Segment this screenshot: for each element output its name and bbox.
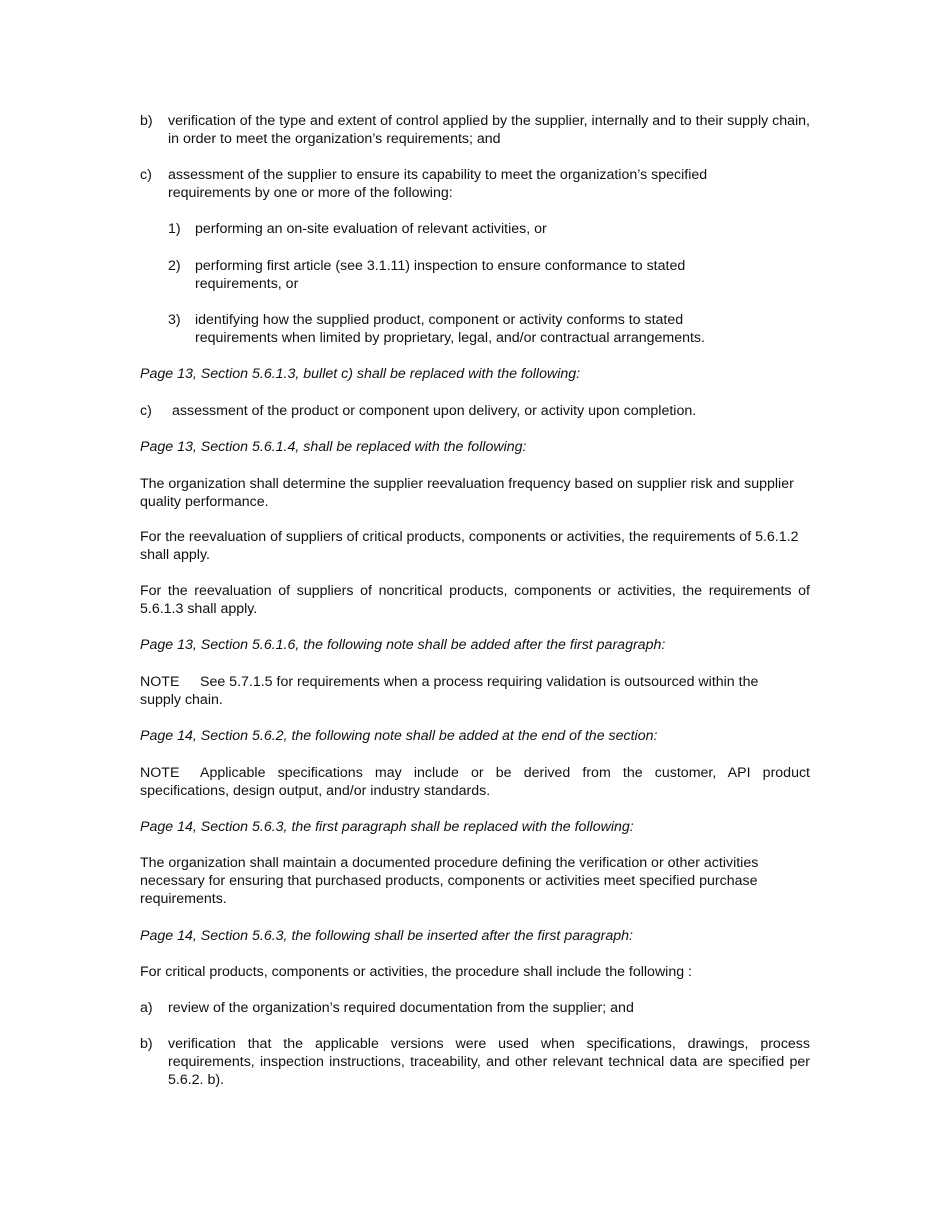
note bbox=[140, 673, 795, 709]
sub-list-item-3 bbox=[168, 311, 768, 347]
list-label: b) bbox=[140, 113, 153, 129]
list-text: assessment of the product or component upon delivery, or activity upon completion. bbox=[172, 403, 697, 419]
paragraph: The organization shall maintain a documented procedure defining the verification or other activities necessary for ensuring that purchased products, components or activities meet specified purchase requirements. bbox=[140, 855, 759, 907]
section-instruction-heading: Page 14, Section 5.6.3, the following shall be inserted after the first paragraph: bbox=[140, 928, 633, 944]
sub-list-text: identifying how the supplied product, component or activity conforms to stated requirements when limited by proprietary, legal, and/or contractual arrangements. bbox=[195, 312, 705, 346]
list-label: c) bbox=[140, 167, 152, 183]
sub-list-text: performing an on-site evaluation of relevant activities, or bbox=[195, 221, 547, 237]
sub-list-label: 3) bbox=[168, 312, 181, 328]
sub-list-item-1 bbox=[168, 220, 768, 238]
list-item-a bbox=[140, 999, 810, 1017]
list-item-b bbox=[140, 112, 810, 148]
note-text: See 5.7.1.5 for requirements when a process requiring validation is outsourced within the supply chain. bbox=[140, 674, 759, 708]
paragraph: For the reevaluation of suppliers of critical products, components or activities, the requirements of 5.6.1.2 shall apply. bbox=[140, 529, 799, 563]
section-instruction-heading: Page 14, Section 5.6.3, the first paragraph shall be replaced with the following: bbox=[140, 819, 634, 835]
sub-list-item-2 bbox=[168, 257, 768, 293]
paragraph: For critical products, components or activities, the procedure shall include the following : bbox=[140, 964, 693, 980]
note-text: Applicable specifications may include or be derived from the customer, API product specifications, design output, and/or industry standards. bbox=[140, 765, 810, 799]
section-instruction-heading: Page 13, Section 5.6.1.4, shall be replaced with the following: bbox=[140, 439, 527, 455]
sub-list-label: 1) bbox=[168, 221, 181, 237]
paragraph: For the reevaluation of suppliers of noncritical products, components or activities, the requirements of 5.6.1.3 shall apply. bbox=[140, 583, 810, 617]
list-label: c) bbox=[140, 403, 152, 419]
note bbox=[140, 764, 810, 800]
list-item-b bbox=[140, 1035, 810, 1089]
list-text: verification of the type and extent of control applied by the supplier, internally and to their supply chain, in order to meet the organization’s requirements; and bbox=[168, 113, 810, 147]
note-label: NOTE bbox=[140, 674, 180, 690]
section-instruction-heading: Page 14, Section 5.6.2, the following note shall be added at the end of the section: bbox=[140, 728, 658, 744]
list-label: a) bbox=[140, 1000, 153, 1016]
list-text: verification that the applicable versions were used when specifications, drawings, process requirements, inspection instructions, traceability, and other relevant technical data are specified per 5.6.2. b). bbox=[168, 1036, 810, 1088]
list-item-c-replacement bbox=[140, 402, 810, 420]
list-item-c bbox=[140, 166, 810, 202]
paragraph: The organization shall determine the supplier reevaluation frequency based on supplier risk and supplier quality performance. bbox=[140, 476, 794, 510]
sub-list-text: performing first article (see 3.1.11) inspection to ensure conformance to stated requirements, or bbox=[195, 258, 686, 292]
section-instruction-heading: Page 13, Section 5.6.1.6, the following note shall be added after the first paragraph: bbox=[140, 637, 666, 653]
list-text: assessment of the supplier to ensure its capability to meet the organization’s specified requirements by one or more of the following: bbox=[168, 167, 708, 201]
section-instruction-heading: Page 13, Section 5.6.1.3, bullet c) shall be replaced with the following: bbox=[140, 366, 581, 382]
sub-list-label: 2) bbox=[168, 258, 181, 274]
list-text: review of the organization’s required documentation from the supplier; and bbox=[168, 1000, 634, 1016]
note-label: NOTE bbox=[140, 765, 180, 781]
list-label: b) bbox=[140, 1036, 153, 1052]
